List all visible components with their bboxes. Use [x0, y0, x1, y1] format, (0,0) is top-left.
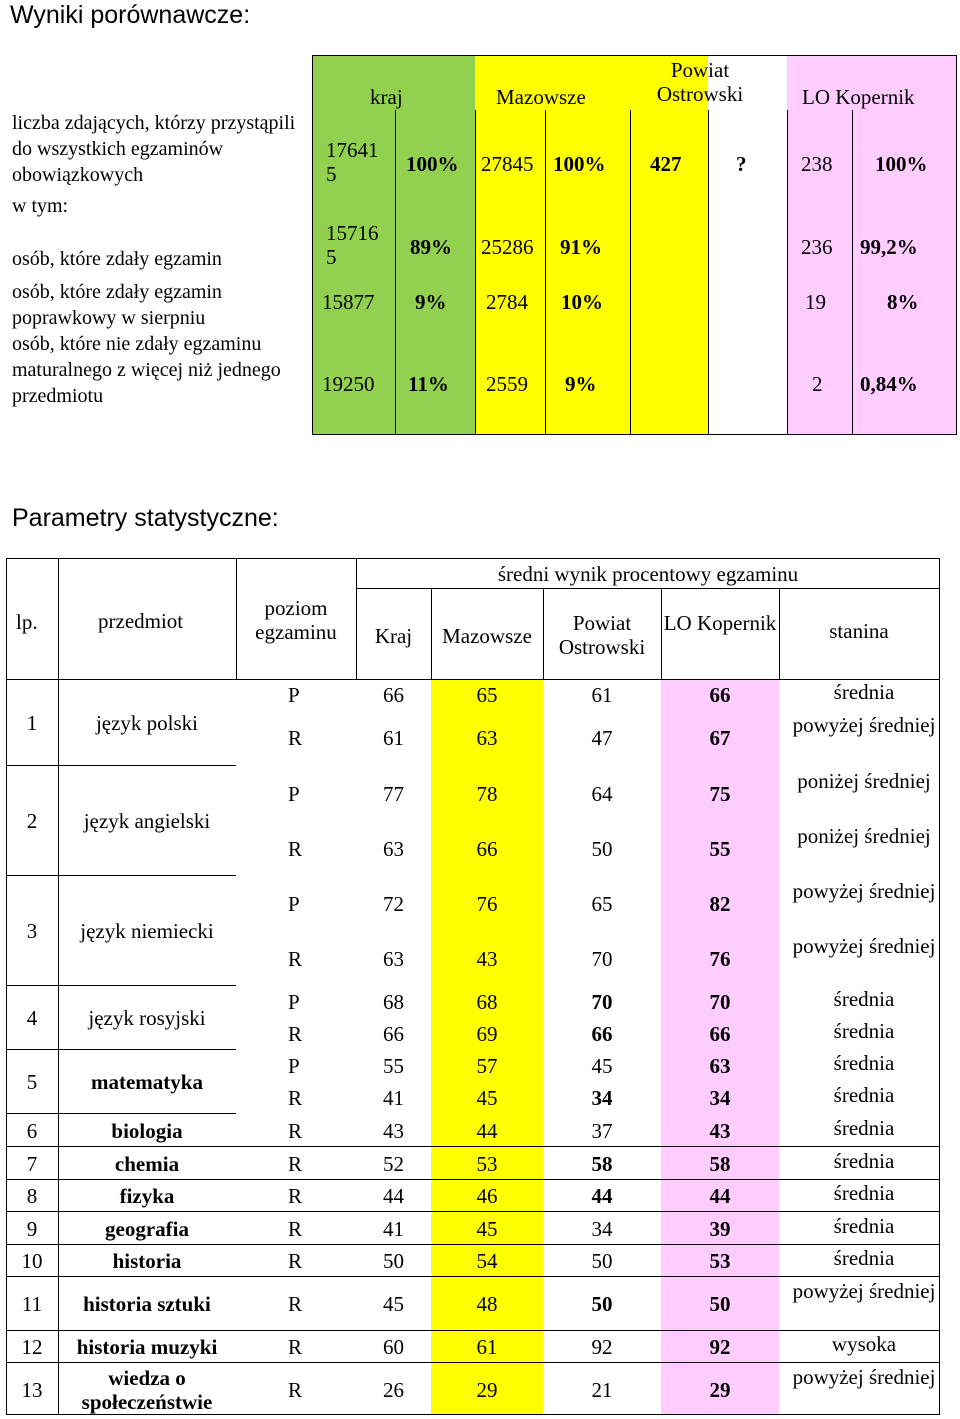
mazowsze-value: 78	[476, 781, 498, 806]
powiat-value: 70	[591, 946, 613, 971]
statistics-table	[6, 558, 940, 1415]
lp-cell: 11	[21, 1292, 43, 1316]
mazowsze-value: 57	[476, 1054, 498, 1078]
r5-maz: 2559	[486, 372, 528, 396]
r3-lo: 236	[801, 235, 833, 259]
lp-cell: 5	[26, 1070, 38, 1094]
lo-value: 92	[709, 1335, 731, 1359]
mazowsze-value: 68	[476, 990, 498, 1014]
kraj-value: 50	[383, 1249, 404, 1273]
kraj-value: 41	[383, 1216, 404, 1241]
stanina-value: średnia	[833, 987, 895, 1011]
level-cell: R	[288, 946, 303, 971]
stanina-value: powyżej średniej	[792, 933, 936, 958]
section-title-comparative: Wyniki porównawcze:	[10, 1, 251, 29]
stanina-value: średnia	[833, 1213, 895, 1238]
label-passed-resit: osób, które zdały egzamin poprawkowy w sierpniu	[12, 281, 222, 329]
lo-value: 82	[709, 891, 731, 916]
kraj-value: 66	[383, 682, 404, 707]
powiat-value: 64	[591, 781, 613, 806]
r1-maz: 27845	[481, 152, 534, 176]
powiat-value: 47	[591, 725, 613, 750]
powiat-value: 21	[591, 1378, 613, 1402]
r5-lo-pct: 0,84%	[860, 372, 918, 396]
subject-name: biologia	[111, 1118, 183, 1143]
lo-value: 44	[709, 1184, 731, 1208]
r5-kraj-pct: 11%	[408, 372, 449, 396]
label-total-count: liczba zdających, którzy przystąpili do wszystkich egzaminów obowiązkowych	[12, 112, 296, 186]
level-cell: R	[288, 1249, 303, 1273]
stanina-value: powyżej średniej	[792, 878, 936, 903]
block-divider	[6, 1049, 236, 1050]
r3-maz: 25286	[481, 235, 534, 259]
powiat-value: 50	[591, 836, 613, 861]
lo-value: 39	[709, 1216, 731, 1241]
kraj-value: 68	[383, 990, 404, 1014]
lp-cell: 1	[26, 711, 38, 735]
comparison-table	[312, 55, 957, 435]
subject-name: historia muzyki	[76, 1335, 218, 1359]
mazowsze-value: 45	[476, 1086, 498, 1110]
block-divider	[6, 985, 236, 986]
lo-value: 66	[709, 682, 731, 707]
subject-name: język polski	[95, 711, 199, 735]
kraj-value: 63	[383, 836, 404, 861]
r4-maz-pct: 10%	[561, 290, 603, 314]
kraj-value: 43	[383, 1118, 404, 1143]
powiat-value: 34	[591, 1216, 613, 1241]
header-mazowsze: Mazowsze	[496, 85, 586, 109]
header-kraj: kraj	[370, 85, 403, 109]
header-sredni-wynik: średni wynik procentowy egzaminu	[497, 562, 799, 586]
block-divider	[6, 875, 236, 876]
mazowsze-value: 69	[476, 1022, 498, 1046]
level-cell: R	[288, 1151, 303, 1176]
mazowsze-value: 54	[476, 1249, 498, 1273]
kraj-value: 44	[383, 1184, 404, 1208]
stanina-value: średnia	[833, 1019, 895, 1043]
powiat-value: 50	[591, 1292, 613, 1316]
level-cell: P	[288, 891, 300, 916]
subject-name: chemia	[114, 1151, 180, 1176]
r1-kraj-pct: 100%	[406, 152, 459, 176]
stanina-value: średnia	[833, 679, 895, 704]
label-passed: osób, które zdały egzamin	[12, 248, 222, 270]
r3-maz-pct: 91%	[560, 235, 602, 259]
level-cell: R	[288, 836, 303, 861]
subject-name: język niemiecki	[80, 919, 214, 943]
lo-value: 50	[709, 1292, 731, 1316]
powiat-value: 50	[591, 1249, 613, 1273]
kraj-value: 52	[383, 1151, 404, 1176]
r4-lo: 19	[805, 290, 826, 314]
lp-cell: 4	[26, 1006, 38, 1030]
kraj-value: 41	[383, 1086, 404, 1110]
r4-kraj: 15877	[322, 290, 375, 314]
header-poziom: poziom egzaminu	[255, 596, 337, 644]
header-lo: LO Kopernik	[802, 85, 915, 109]
lo-value: 66	[709, 1022, 731, 1046]
r1-lo: 238	[801, 152, 833, 176]
subject-name: historia sztuki	[83, 1292, 211, 1316]
stanina-value: średnia	[833, 1246, 895, 1270]
header-kraj-2: Kraj	[374, 624, 413, 648]
lo-value: 55	[709, 836, 731, 861]
mazowsze-value: 65	[476, 682, 498, 707]
mazowsze-value: 44	[476, 1118, 498, 1143]
level-cell: P	[288, 990, 300, 1014]
mazowsze-value: 76	[476, 891, 498, 916]
lp-cell: 10	[21, 1249, 43, 1273]
kraj-value: 77	[383, 781, 404, 806]
mazowsze-value: 66	[476, 836, 498, 861]
level-cell: R	[288, 725, 303, 750]
r4-lo-pct: 8%	[887, 290, 919, 314]
lo-value: 34	[709, 1086, 731, 1110]
powiat-value: 92	[591, 1335, 613, 1359]
level-cell: R	[288, 1184, 303, 1208]
header-lo-2: LO Kopernik	[663, 611, 777, 635]
mazowsze-value: 61	[476, 1335, 498, 1359]
subject-name: geografia	[105, 1216, 189, 1241]
r3-kraj: 15716 5	[326, 221, 379, 269]
mazowsze-value: 53	[476, 1151, 498, 1176]
kraj-value: 26	[383, 1378, 404, 1402]
level-cell: P	[288, 682, 300, 707]
lp-cell: 7	[26, 1151, 38, 1176]
header-stanina: stanina	[829, 619, 889, 643]
header-powiat-2: Powiat Ostrowski	[558, 611, 646, 659]
r5-maz-pct: 9%	[565, 372, 597, 396]
kraj-value: 45	[383, 1292, 404, 1316]
r1-pow: 427	[650, 152, 682, 176]
level-cell: P	[288, 1054, 300, 1078]
powiat-value: 58	[591, 1151, 613, 1176]
stanina-value: średnia	[833, 1181, 895, 1205]
lp-cell: 2	[26, 809, 38, 833]
r3-kraj-pct: 89%	[410, 235, 452, 259]
stanina-value: średnia	[833, 1115, 895, 1140]
header-przedmiot: przedmiot	[98, 609, 184, 633]
lo-value: 29	[709, 1378, 731, 1402]
lo-value: 53	[709, 1249, 731, 1273]
header-lp: lp.	[16, 610, 38, 634]
stanina-value: średnia	[833, 1051, 895, 1075]
level-cell: R	[288, 1022, 303, 1046]
mazowsze-value: 43	[476, 946, 498, 971]
level-cell: P	[288, 781, 300, 806]
subject-name: historia	[112, 1249, 182, 1273]
lo-value: 63	[709, 1054, 731, 1078]
subject-name: język angielski	[83, 809, 211, 833]
powiat-value: 70	[591, 990, 613, 1014]
level-cell: R	[288, 1292, 303, 1316]
kraj-value: 60	[383, 1335, 404, 1359]
powiat-value: 45	[591, 1054, 613, 1078]
level-cell: R	[288, 1118, 303, 1143]
lp-cell: 3	[26, 919, 38, 943]
lo-value: 75	[709, 781, 731, 806]
block-divider	[6, 765, 236, 766]
powiat-value: 44	[591, 1184, 613, 1208]
powiat-value: 65	[591, 891, 613, 916]
kraj-value: 61	[383, 725, 404, 750]
lp-cell: 13	[21, 1378, 43, 1402]
stanina-value: powyżej średniej	[792, 1279, 936, 1303]
stanina-value: powyżej średniej	[792, 1365, 936, 1389]
level-cell: R	[288, 1216, 303, 1241]
lp-cell: 6	[26, 1118, 38, 1143]
r1-kraj: 17641 5	[326, 138, 379, 186]
level-cell: R	[288, 1335, 303, 1359]
stanina-value: średnia	[833, 1083, 895, 1107]
subject-name: matematyka	[91, 1070, 203, 1094]
header-mazowsze-2: Mazowsze	[442, 624, 532, 648]
stanina-value: poniżej średniej	[797, 768, 931, 793]
mazowsze-value: 46	[476, 1184, 498, 1208]
powiat-value: 37	[591, 1118, 613, 1143]
r4-maz: 2784	[486, 290, 528, 314]
subject-name: fizyka	[119, 1184, 175, 1208]
mazowsze-value: 48	[476, 1292, 498, 1316]
label-failed: osób, które nie zdały egzaminu maturalnego z więcej niż jednego przedmiotu	[12, 333, 281, 407]
level-cell: R	[288, 1086, 303, 1110]
powiat-value: 66	[591, 1022, 613, 1046]
kraj-value: 55	[383, 1054, 404, 1078]
block-divider	[6, 1113, 236, 1114]
row-divider	[6, 1362, 940, 1363]
kraj-value: 66	[383, 1022, 404, 1046]
subject-name: język rosyjski	[88, 1006, 206, 1030]
mazowsze-value: 63	[476, 725, 498, 750]
lp-cell: 12	[21, 1335, 43, 1359]
lo-value: 67	[709, 725, 731, 750]
section-title-statistics: Parametry statystyczne:	[12, 504, 279, 532]
lo-value: 70	[709, 990, 731, 1014]
label-of-which: w tym:	[12, 195, 69, 217]
r1-pow-pct: ?	[736, 152, 747, 176]
lo-value: 43	[709, 1118, 731, 1143]
lp-cell: 9	[26, 1216, 38, 1241]
level-cell: R	[288, 1378, 303, 1402]
stanina-value: powyżej średniej	[792, 712, 936, 737]
r4-kraj-pct: 9%	[415, 290, 447, 314]
row-divider	[6, 1276, 940, 1277]
mazowsze-value: 45	[476, 1216, 498, 1241]
mazowsze-value: 29	[476, 1378, 498, 1402]
r5-kraj: 19250	[322, 372, 375, 396]
kraj-value: 72	[383, 891, 404, 916]
r1-lo-pct: 100%	[875, 152, 928, 176]
r1-maz-pct: 100%	[553, 152, 606, 176]
stanina-value: poniżej średniej	[797, 823, 931, 848]
header-powiat: Powiat Ostrowski	[656, 58, 744, 106]
powiat-value: 34	[591, 1086, 613, 1110]
lo-value: 58	[709, 1151, 731, 1176]
r3-lo-pct: 99,2%	[860, 235, 918, 259]
subject-name: wiedza o społeczeństwie	[81, 1366, 213, 1414]
lo-value: 76	[709, 946, 731, 971]
powiat-value: 61	[591, 682, 613, 707]
stanina-value: wysoka	[831, 1332, 897, 1356]
stanina-value: średnia	[833, 1148, 895, 1173]
lp-cell: 8	[26, 1184, 38, 1208]
kraj-value: 63	[383, 946, 404, 971]
r5-lo: 2	[812, 372, 823, 396]
